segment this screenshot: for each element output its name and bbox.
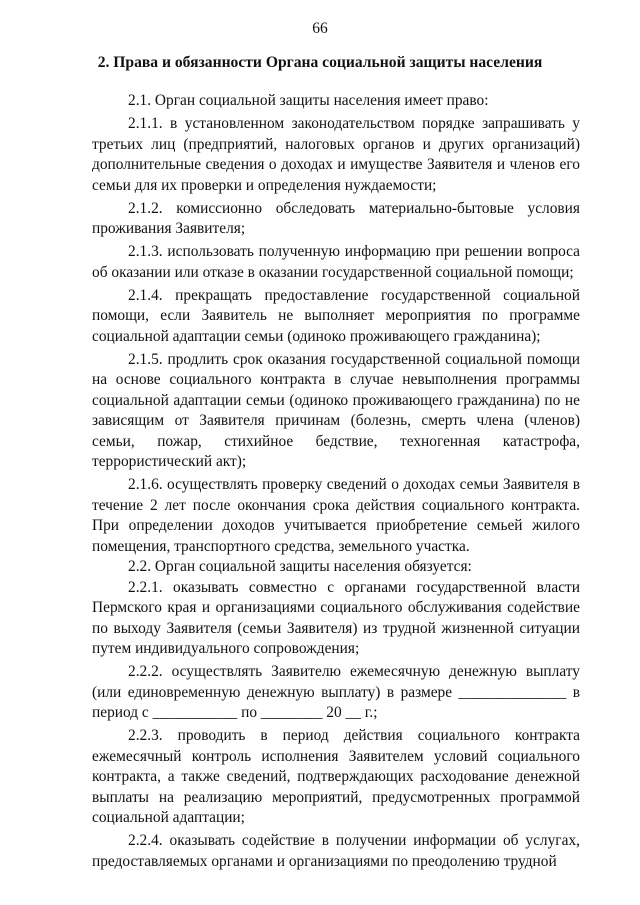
paragraph: 2.1.3. использовать полученную информацию при решении вопроса об оказании или отказе в оказании государственной социальной помощи; [92, 243, 580, 281]
page-number: 66 [312, 20, 328, 37]
paragraph: 2.1.2. комиссионно обследовать материально-бытовые условия проживания Заявителя; [92, 199, 580, 237]
document-body [92, 91, 580, 875]
paragraph: 2.2.3. проводить в период действия социального контракта ежемесячный контроль исполнения Заявителем условий социального контракта, а также сведений, подтверждающих расходование денежной выплаты на реализацию мероприятий, предусмотренных программой социальной адаптации; [92, 727, 580, 826]
paragraph: 2.2.4. оказывать содействие в получении информации об услугах, предоставляемых органами и организациями по преодолению трудной [92, 832, 580, 870]
paragraph: 2.1.6. осуществлять проверку сведений о доходах семьи Заявителя в течение 2 лет после окончания срока действия социального контракта. При определении доходов учитывается приобретение семьей жилого помещения, транспортного средства, земельного участка. [92, 476, 580, 555]
paragraph: 2.1. Орган социальной защиты населения имеет право: [128, 92, 489, 109]
section-heading: 2. Права и обязанности Органа социальной защиты населения [97, 54, 543, 71]
paragraph: 2.2.1. оказывать совместно с органами государственной власти Пермского края и организациями социального обслуживания содействие по выходу Заявителя (семьи Заявителя) из трудной жизненной ситуации путем индивидуального сопровождения; [92, 578, 580, 657]
paragraph: 2.1.1. в установленном законодательством порядке запрашивать у третьих лиц (предприятий, налоговых органов и других организаций) дополнительные сведения о доходах и имуществе Заявителя и членов его семьи для их проверки и определения нуждаемости; [92, 115, 580, 194]
paragraph: 2.2. Орган социальной защиты населения обязуется: [128, 558, 472, 575]
paragraph: 2.2.2. осуществлять Заявителю ежемесячную денежную выплату (или единовременную денежную выплату) в размере ______________ в период с ___________ по ________ 20 __ г.; [92, 663, 580, 721]
paragraph: 2.1.4. прекращать предоставление государственной социальной помощи, если Заявитель не выполняет мероприятия по программе социальной адаптации семьи (одиноко проживающего гражданина); [92, 286, 580, 345]
paragraph: 2.1.5. продлить срок оказания государственной социальной помощи на основе социального контракта в случае невыполнения программы социальной адаптации семьи (одиноко проживающего гражданина) по не зависящим от Заявителя причинам (болезнь, смерть члена (членов) семьи, пожар, стихийное бедствие, техногенная катастрофа, террористический акт); [92, 350, 580, 470]
